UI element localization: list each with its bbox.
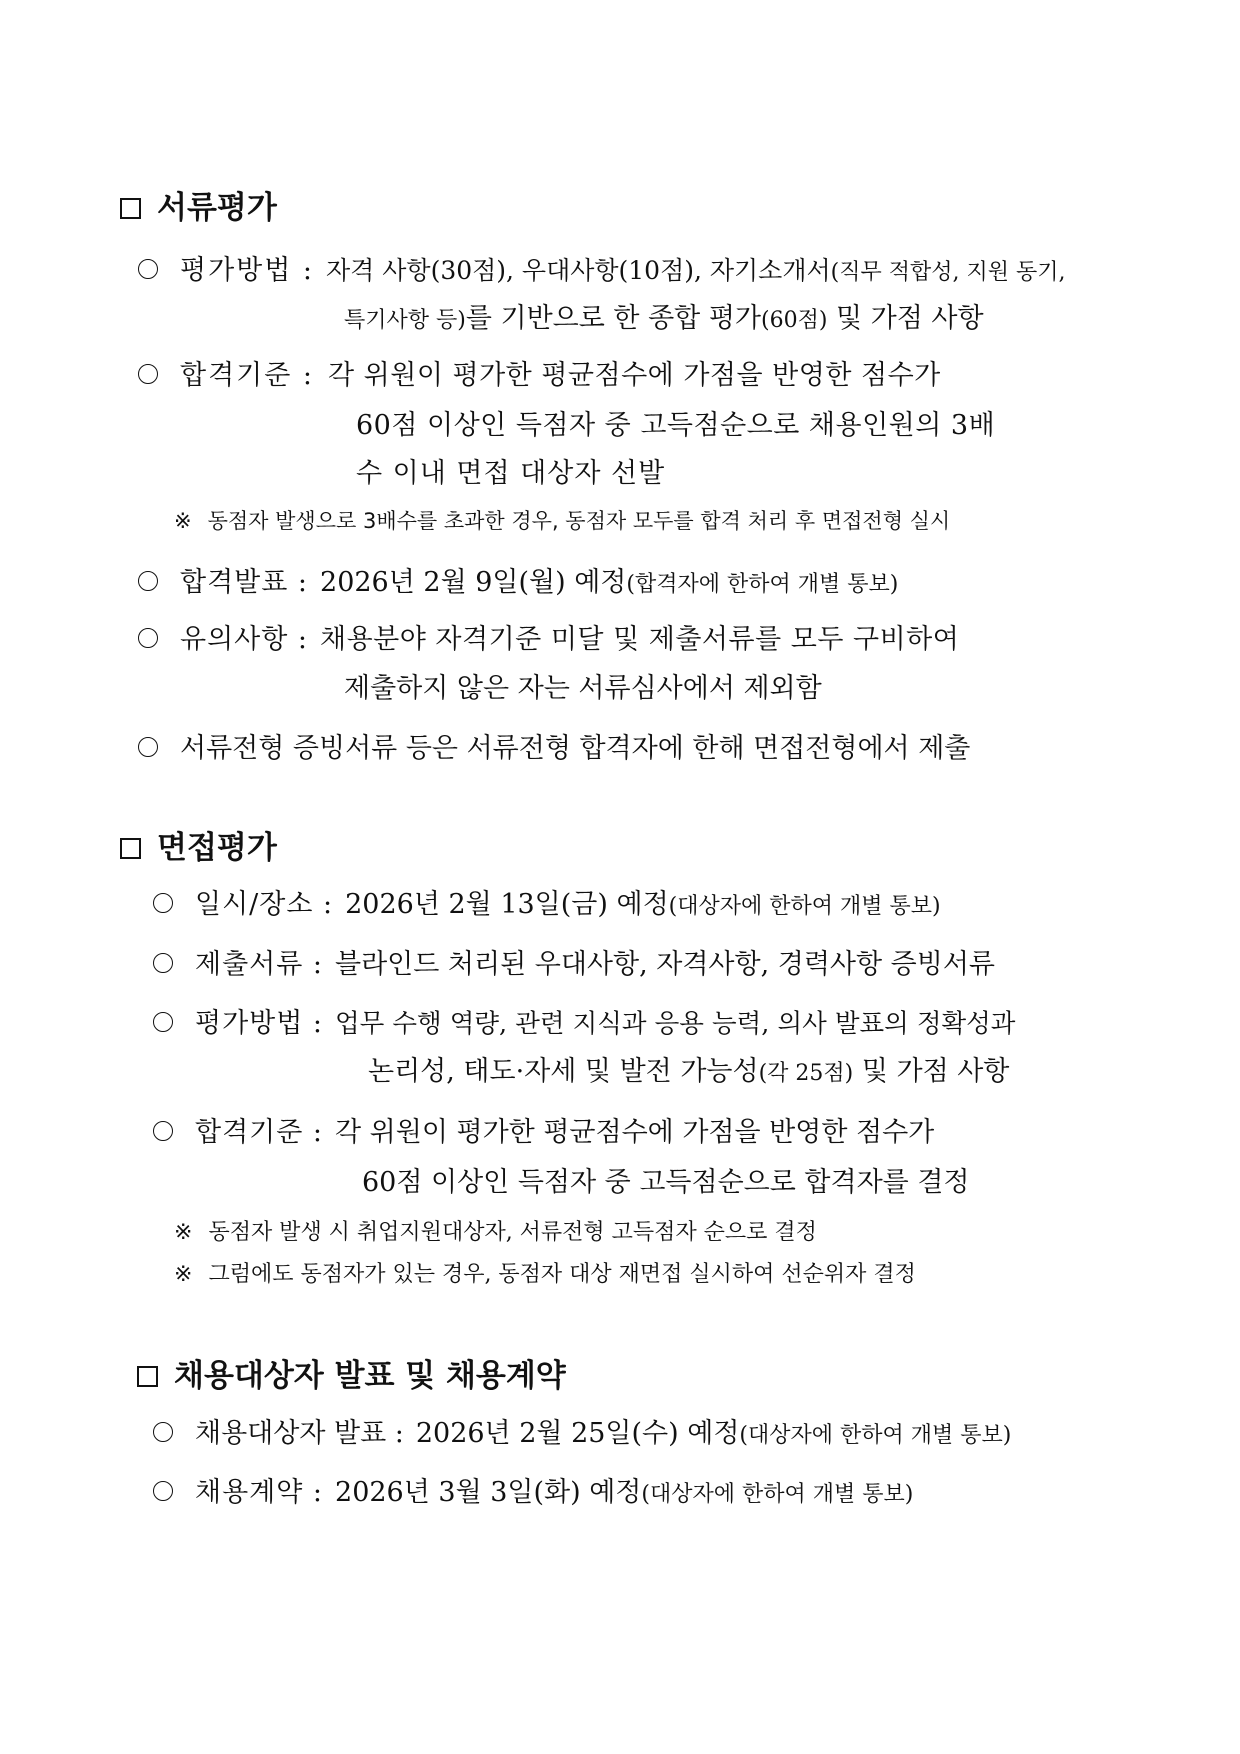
list-item-pass-criteria-cont: 수 이내 면접 대상자 선발 [356,458,666,489]
item-label: 평가방법 : [180,255,315,286]
item-text: 2026년 2월 25일(수) 예정 [415,1418,740,1449]
item-label: 제출서류 : [195,949,324,980]
circle-bullet-icon [153,1121,173,1141]
list-item-pass-criteria [138,353,941,392]
note-tie-s1: ※ 동점자 발생으로 3배수를 초과한 경우, 동점자 모두를 합격 처리 후 면접전형 실시 [174,509,951,533]
circle-bullet-icon [138,571,158,591]
item-label: 합격기준 : [195,1117,324,1148]
list-item-interview-eval-cont: 논리성, 태도·자세 및 발전 가능성(각 25점) 및 가점 사항 [368,1056,1010,1087]
item-text: 2026년 2월 9일(월) 예정 [320,567,627,598]
circle-bullet-icon [153,893,173,913]
item-label: 합격기준 : [180,360,315,391]
checkbox-square-icon [137,1366,158,1387]
list-item-caution [138,617,959,656]
item-text-small: (대상자에 한하여 개별 통보) [641,1482,914,1507]
reference-mark-icon: ※ [174,1262,193,1287]
checkbox-square-icon [120,838,141,859]
item-text-small: (대상자에 한하여 개별 통보) [739,1423,1012,1448]
item-label: 채용대상자 발표 : [195,1418,404,1449]
item-text: 채용분야 자격기준 미달 및 제출서류를 모두 구비하여 [320,624,960,655]
circle-bullet-icon [153,1481,173,1501]
circle-bullet-icon [153,1422,173,1442]
reference-mark-icon: ※ [174,509,192,533]
item-text-small: (대상자에 한하여 개별 통보) [668,894,941,919]
list-item-eval-method-cont: 특기사항 등)를 기반으로 한 종합 평가(60점) 및 가점 사항 [344,303,984,334]
circle-bullet-icon [153,953,173,973]
item-text: 서류전형 증빙서류 등은 서류전형 합격자에 한해 면접전형에서 제출 [180,733,971,764]
item-text: 자격 사항(30점), 우대사항(10점), 자기소개서 [326,256,831,285]
item-text: 2026년 3월 3일(화) 예정 [335,1477,642,1508]
section-title-interview: 면접평가 [120,822,277,867]
list-item-interview-pass [153,1110,934,1149]
item-text-small: (합격자에 한하여 개별 통보) [626,572,899,597]
checkbox-square-icon [120,198,141,219]
circle-bullet-icon [153,1012,173,1032]
list-item-interview-docs [153,942,995,981]
circle-bullet-icon [138,628,158,648]
section-title-hiring: 채용대상자 발표 및 채용계약 [137,1350,566,1395]
list-item-pass-criteria-cont: 60점 이상인 득점자 중 고득점순으로 채용인원의 3배 [356,410,996,441]
reference-mark-icon: ※ [174,1220,193,1245]
item-text: 업무 수행 역량, 관련 지식과 응용 능력, 의사 발표의 정확성과 [335,1009,1016,1039]
item-label: 합격발표 : [180,567,309,598]
circle-bullet-icon [138,737,158,757]
list-item-hiring-announcement [153,1411,1011,1450]
list-item-interview-date [153,882,941,921]
section-title-document-review: 서류평가 [120,182,277,227]
list-item-caution-cont: 제출하지 않은 자는 서류심사에서 제외함 [344,673,822,704]
list-item-hiring-contract [153,1470,913,1509]
list-item-docs-submission [138,726,970,765]
item-label: 유의사항 : [180,624,309,655]
list-item-eval-method [138,248,1065,287]
item-label: 채용계약 : [195,1477,324,1508]
list-item-interview-eval [153,1001,1015,1040]
note-tie-s2-b: ※ 그럼에도 동점자가 있는 경우, 동점자 대상 재면접 실시하여 선순위자 결정 [174,1262,916,1287]
list-item-interview-pass-cont: 60점 이상인 득점자 중 고득점순으로 합격자를 결정 [362,1167,970,1198]
item-text: 블라인드 처리된 우대사항, 자격사항, 경력사항 증빙서류 [335,949,995,980]
circle-bullet-icon [138,364,158,384]
circle-bullet-icon [138,259,158,279]
item-text-small: (직무 적합성, 지원 동기, [830,260,1066,285]
item-text: 각 위원이 평가한 평균점수에 가점을 반영한 점수가 [335,1117,935,1148]
item-label: 평가방법 : [195,1008,324,1039]
list-item-announcement [138,560,898,599]
item-label: 일시/장소 : [195,889,334,920]
note-tie-s2-a: ※ 동점자 발생 시 취업지원대상자, 서류전형 고득점자 순으로 결정 [174,1220,817,1245]
item-text: 각 위원이 평가한 평균점수에 가점을 반영한 점수가 [328,360,941,391]
item-text: 2026년 2월 13일(금) 예정 [345,889,669,920]
